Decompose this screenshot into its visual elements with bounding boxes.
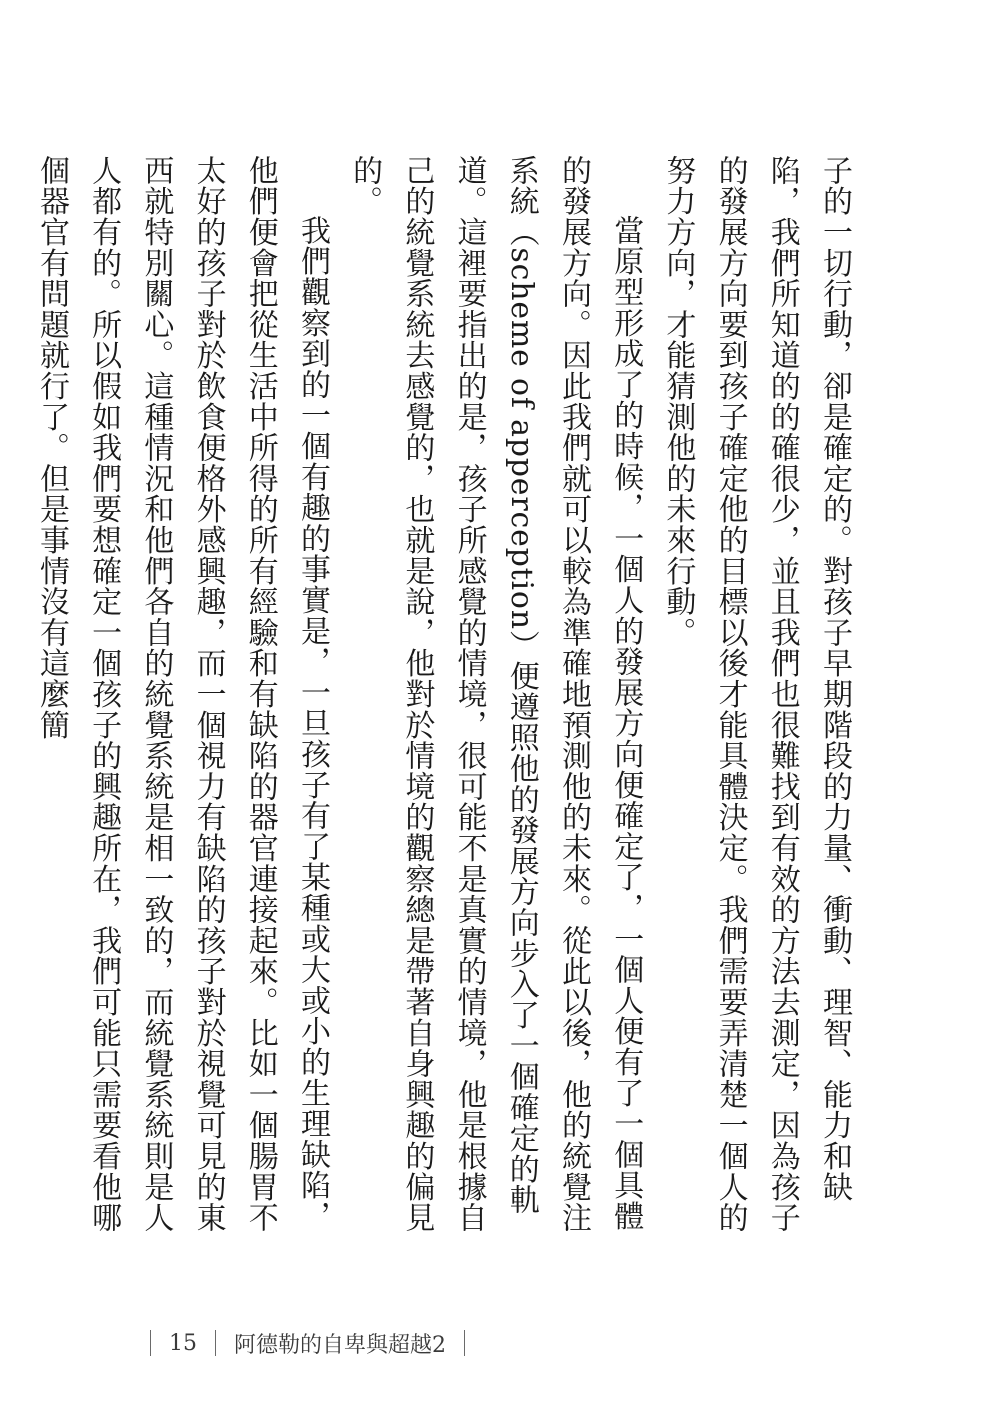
vertical-text-block bbox=[33, 155, 860, 1240]
book-title: 阿德勒的自卑與超越2 bbox=[234, 1332, 446, 1358]
footer-divider bbox=[150, 1330, 151, 1356]
paragraph-2: 當原型形成了的時候，一個人的發展方向便確定了，一個人便有了一個具體的發展方向。因此我們就可以較為準確地預測他的未來。從此以後，他的統覺注系統（scheme of apperception）便遵照他的發展方向步入了一個確定的軌道。這裡要指出的是，孩子所感覺的情境，很可能不是真實的情境，他是根據自己的統覺系統去感覺的，也就是說，他對於情境的觀察總是帶著自身興趣的偏見的。 bbox=[347, 155, 644, 1233]
page-number: 15 bbox=[169, 1330, 197, 1356]
paragraph-1: 子的一切行動，卻是確定的。對孩子早期階段的力量、衝動、理智、能力和缺陷，我們所知道的的確很少，並且我們也很難找到有效的方法去測定，因為孩子的發展方向要到孩子確定他的目標以後才能具體決定。我們需要弄清楚一個人的努力方向，才能猜測他的未來行動。 bbox=[660, 155, 852, 1233]
footer-divider bbox=[464, 1330, 465, 1356]
paragraph-3: 我們觀察到的一個有趣的事實是，一旦孩子有了某種或大或小的生理缺陷，他們便會把從生活中所得的所有經驗和有缺陷的器官連接起來。比如一個腸胃不太好的孩子對於飲食便格外感興趣，而一個視力有缺陷的孩子對於視覺可見的東西就特別關心。這種情況和他們各自的統覺系統是相一致的，而統覺系統則是人人都有的。所以假如我們要想確定一個孩子的興趣所在，我們可能只需要看他哪個器官有問題就行了。但是事情沒有這麼簡 bbox=[33, 155, 330, 1233]
page-footer bbox=[132, 1328, 483, 1358]
footer-divider bbox=[215, 1330, 216, 1356]
